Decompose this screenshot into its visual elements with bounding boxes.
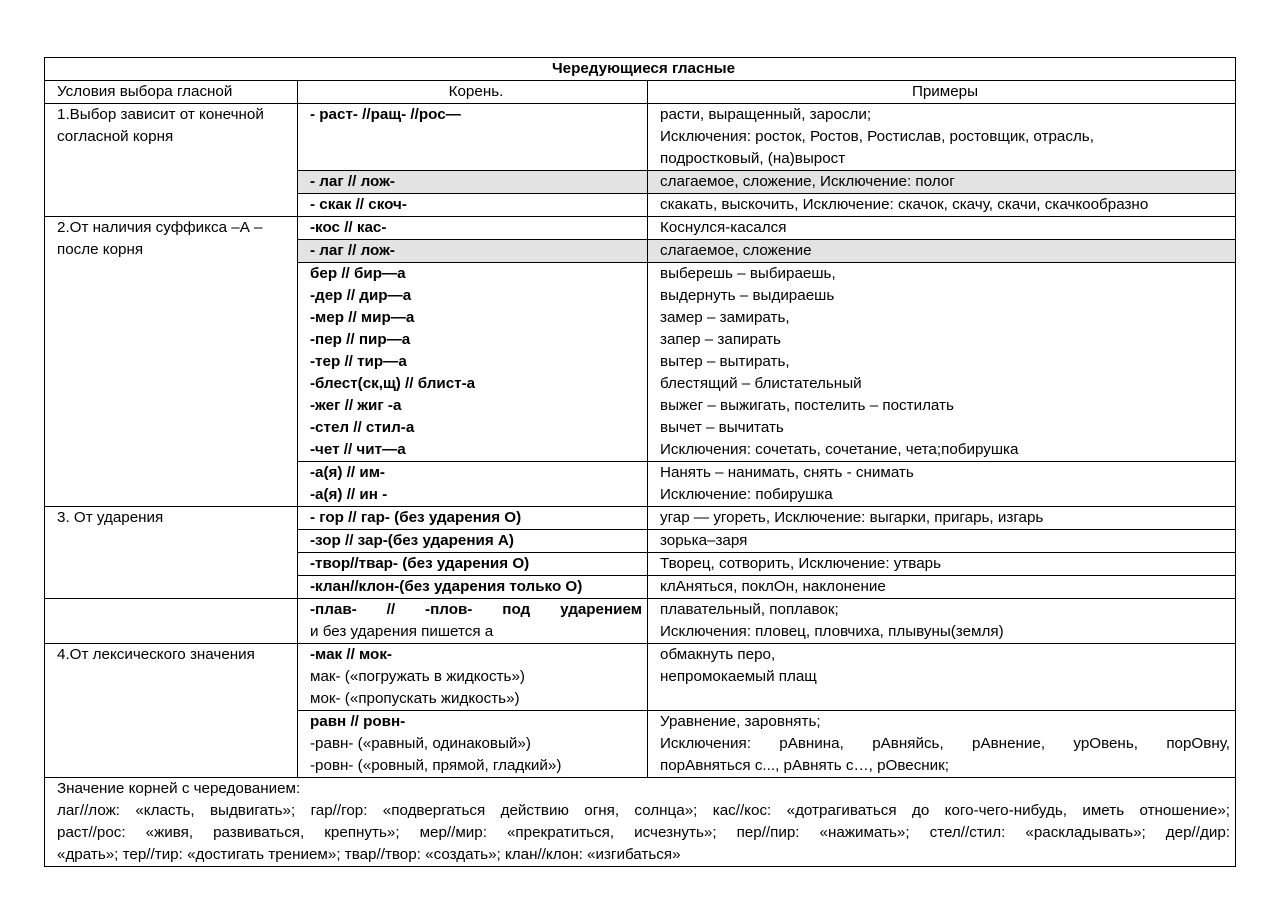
root-cell: [298, 530, 648, 553]
examples-cell: [648, 599, 1236, 644]
notes-line: «драть»; тер//тир: «достигать трением»; твар//твор: «создать»; клан//клон: «изгибаться»: [57, 846, 681, 863]
header-condition: Условия выбора гласной: [45, 81, 298, 104]
root-text: -стел // стил-а: [310, 419, 415, 436]
table-title: Чередующиеся гласные: [45, 58, 1236, 81]
root-text: - лаг // лож-: [310, 242, 395, 259]
root-cell: [298, 553, 648, 576]
root-text: -жег // жиг -а: [310, 397, 402, 414]
root-text: - лаг // лож-: [310, 173, 395, 190]
example-text: выдернуть – выдираешь: [660, 287, 835, 304]
root-text: и без ударения пишется а: [310, 623, 494, 640]
condition-cell: [45, 507, 298, 599]
table-row: [45, 217, 1236, 240]
root-text: -тер // тир—а: [310, 353, 407, 370]
root-text: - гор // гар- (без ударения О): [310, 509, 522, 526]
header-row: [45, 81, 1236, 104]
notes-heading: Значение корней с чередованием:: [57, 780, 301, 797]
root-cell: [298, 599, 648, 644]
root-cell: [298, 711, 648, 778]
examples-cell: [648, 217, 1236, 240]
table-row: [45, 104, 1236, 171]
root-cell: [298, 104, 648, 171]
root-text: -ровн- («ровный, прямой, гладкий»): [310, 757, 562, 774]
example-text: Коснулся-касался: [660, 219, 787, 236]
root-text: -клан//клон-(без ударения только О): [310, 578, 583, 595]
example-text: Исключения: росток, Ростов, Ростислав, ростовщик, отрасль,: [660, 128, 1094, 145]
header-root: Корень.: [298, 81, 648, 104]
root-text: -твор//твар- (без ударения О): [310, 555, 530, 572]
condition-text: 4.От лексического значения: [57, 646, 255, 663]
root-cell: [298, 507, 648, 530]
table-row: [45, 507, 1236, 530]
examples-cell: [648, 644, 1236, 711]
notes-cell: [45, 778, 1236, 867]
root-text: мок- («пропускать жидкость»): [310, 690, 520, 707]
example-text: Творец, сотворить, Исключение: утварь: [660, 555, 942, 572]
condition-cell: [45, 644, 298, 778]
example-text: Исключения: сочетать, сочетание, чета;побирушка: [660, 441, 1019, 458]
examples-cell: [648, 240, 1236, 263]
example-text: клАняться, поклОн, наклонение: [660, 578, 886, 595]
example-text: слагаемое, сложение: [660, 242, 812, 259]
root-text: -пер // пир—а: [310, 331, 411, 348]
title-row: [45, 58, 1236, 81]
example-text: непромокаемый плащ: [660, 668, 817, 685]
examples-cell: [648, 263, 1236, 462]
root-text: -а(я) // ин -: [310, 486, 388, 503]
header-examples: Примеры: [648, 81, 1236, 104]
example-text: порАвняться с..., рАвнять с…, рОвесник;: [660, 757, 950, 774]
example-text: Уравнение, заровнять;: [660, 713, 821, 730]
condition-cell: [45, 104, 298, 217]
root-cell: [298, 217, 648, 240]
root-text: -равн- («равный, одинаковый»): [310, 735, 531, 752]
root-text: -плав- // -плов- под ударением: [310, 601, 642, 618]
root-text: -чет // чит—а: [310, 441, 406, 458]
root-cell: [298, 171, 648, 194]
root-cell: [298, 462, 648, 507]
condition-text: 3. От ударения: [57, 509, 164, 526]
example-text: скакать, выскочить, Исключение: скачок, скачу, скачи, скачкообразно: [660, 196, 1149, 213]
example-text: Исключение: побирушка: [660, 486, 833, 503]
root-cell: [298, 644, 648, 711]
examples-cell: [648, 507, 1236, 530]
example-text: Исключения: рАвнина, рАвняйсь, рАвнение, урОвень, порОвну,: [660, 735, 1230, 752]
root-cell: [298, 576, 648, 599]
example-text: зорька–заря: [660, 532, 748, 549]
notes-row: [45, 778, 1236, 867]
examples-cell: [648, 171, 1236, 194]
root-text: -а(я) // им-: [310, 464, 385, 481]
root-cell: [298, 194, 648, 217]
example-text: Исключения: пловец, пловчиха, плывуны(земля): [660, 623, 1004, 640]
examples-cell: [648, 194, 1236, 217]
root-text: -блест(ск,щ) // блист-а: [310, 375, 476, 392]
condition-cell: [45, 599, 298, 644]
table-row: [45, 599, 1236, 644]
root-text: -мер // мир—а: [310, 309, 415, 326]
example-text: слагаемое, сложение, Исключение: полог: [660, 173, 955, 190]
examples-cell: [648, 104, 1236, 171]
examples-cell: [648, 530, 1236, 553]
notes-line: раст//рос: «живя, развиваться, крепнуть»; мер//мир: «прекратиться, исчезнуть»; пер//пир: «нажимать»; стел//стил: «раскладывать»; дер//дир:: [57, 824, 1230, 841]
root-text: -дер // дир—а: [310, 287, 412, 304]
examples-cell: [648, 711, 1236, 778]
examples-cell: [648, 553, 1236, 576]
example-text: замер – замирать,: [660, 309, 790, 326]
condition-text: 2.От наличия суффикса –А – после корня: [57, 219, 263, 258]
root-text: -зор // зар-(без ударения А): [310, 532, 514, 549]
example-text: угар — угореть, Исключение: выгарки, пригарь, изгарь: [660, 509, 1044, 526]
condition-cell: [45, 217, 298, 507]
example-text: обмакнуть перо,: [660, 646, 776, 663]
root-text: равн // ровн-: [310, 713, 406, 730]
example-text: расти, выращенный, заросли;: [660, 106, 872, 123]
examples-cell: [648, 462, 1236, 507]
root-text: -мак // мок-: [310, 646, 392, 663]
table-row: [45, 644, 1236, 711]
root-text: мак- («погружать в жидкость»): [310, 668, 525, 685]
vowels-table: [44, 57, 1236, 867]
root-text: бер // бир—а: [310, 265, 406, 282]
root-text: -кос // кас-: [310, 219, 387, 236]
example-text: вычет – вычитать: [660, 419, 784, 436]
root-text: - скак // скоч-: [310, 196, 407, 213]
root-cell: [298, 240, 648, 263]
condition-text: 1.Выбор зависит от конечной согласной корня: [57, 106, 264, 145]
example-text: Нанять – нанимать, снять - снимать: [660, 464, 914, 481]
root-text: - раст- //ращ- //рос—: [310, 106, 461, 123]
notes-line: лаг//лож: «класть, выдвигать»; гар//гор: «подвергаться действию огня, солнца»; кас//кос: «дотрагиваться до кого-чего-нибудь, иметь отношение»;: [57, 802, 1230, 819]
example-text: выберешь – выбираешь,: [660, 265, 836, 282]
root-cell: [298, 263, 648, 462]
example-text: запер – запирать: [660, 331, 781, 348]
example-text: блестящий – блистательный: [660, 375, 862, 392]
example-text: подростковый, (на)вырост: [660, 150, 846, 167]
example-text: плавательный, поплавок;: [660, 601, 839, 618]
examples-cell: [648, 576, 1236, 599]
example-text: вытер – вытирать,: [660, 353, 790, 370]
example-text: выжег – выжигать, постелить – постилать: [660, 397, 954, 414]
